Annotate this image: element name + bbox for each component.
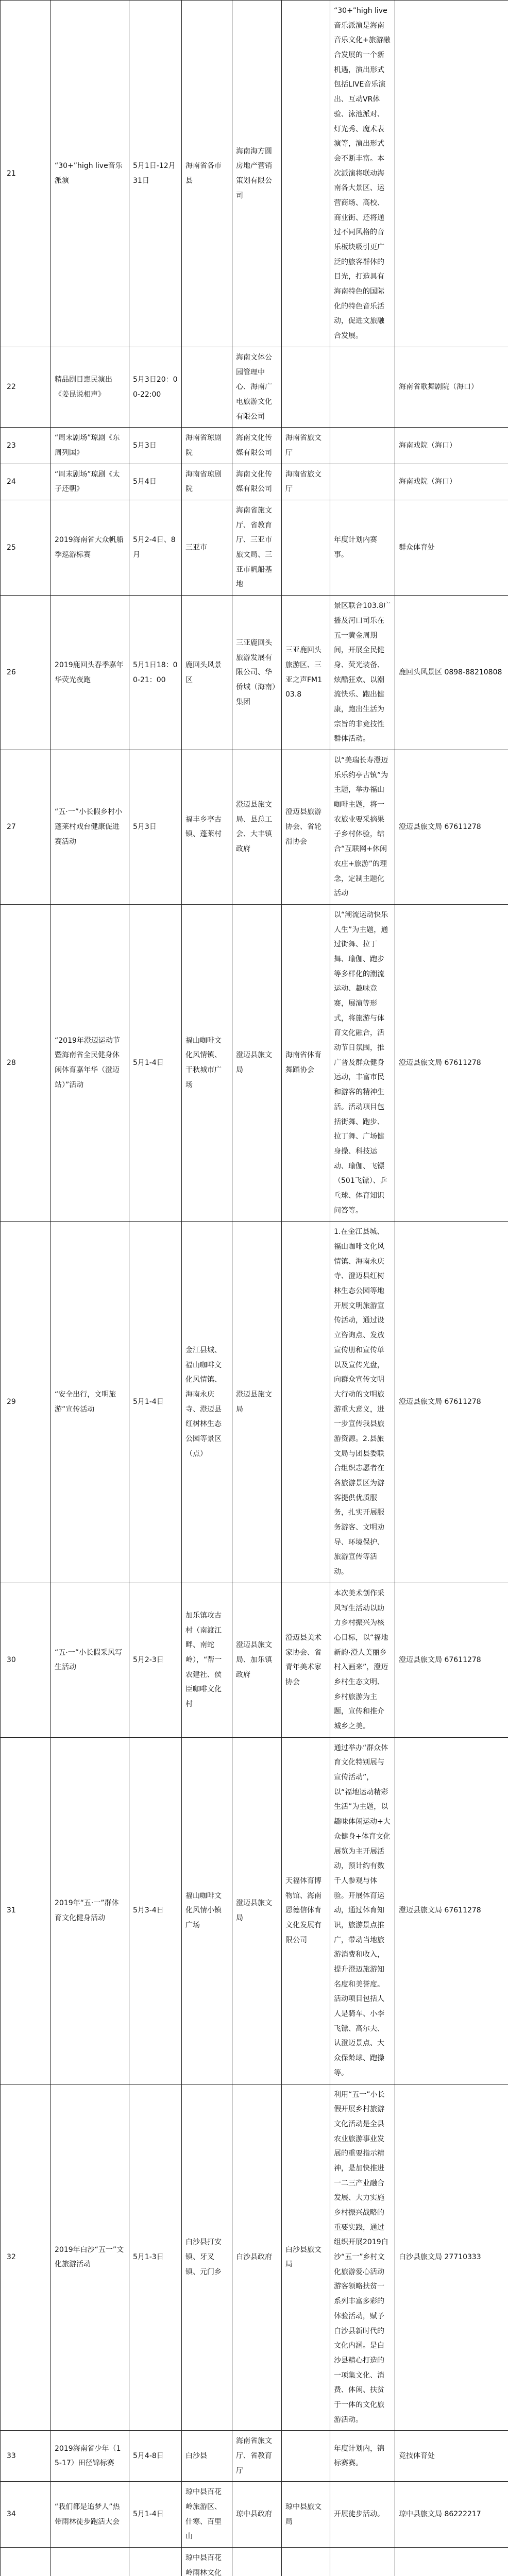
cell-org: 海南海方圆房地产营销策划有限公司 [232,1,282,347]
cell-org: 澄迈县旅文局 [232,904,282,1221]
cell-no: 30 [1,1583,51,1737]
cell-contact: 澄迈县旅文局 67611278 [395,904,508,1221]
cell-place [182,347,232,427]
cell-contact: 竞技体育处 [395,2431,508,2482]
cell-date: 5月3-4日 [129,1737,182,2084]
cell-date [129,2548,182,2576]
cell-no: 27 [1,750,51,905]
cell-support: 三亚鹿回头旅游区、三亚之声FM103.8 [282,596,330,750]
cell-no: 28 [1,904,51,1221]
table-row [1,1222,508,1583]
cell-org: 海南省旅文厅、省教育厅、三亚市旅文局、三亚市帆船基地 [232,500,282,596]
cell-no: 26 [1,596,51,750]
cell-support [282,347,330,427]
cell-date: 5月2-4日、8月 [129,500,182,596]
cell-org: 海南文体公园管理中心、海南广电旅游文化有限公司 [232,347,282,427]
cell-place: 海南省琼剧院 [182,428,232,464]
cell-contact: 澄迈县旅文局 67611278 [395,1222,508,1583]
cell-content [330,347,395,427]
cell-place: 金江县城、福山咖啡文化风情镇、海南永庆寺、澄迈县红树林生态公园等景区（点） [182,1222,232,1583]
cell-no: 21 [1,1,51,347]
cell-content: 本次美术创作采风写生活动以助力乡村振兴为核心目标，以“福地新韵·澄人美丽乡村入画来”，澄迈乡村生态文明、乡村旅游为主题，宣传和推介城乡之美。 [330,1583,395,1737]
cell-date: 5月1-4日 [129,2482,182,2548]
cell-date: 5月3日 [129,428,182,464]
cell-org: 海南文化传媒有限公司 [232,428,282,464]
cell-place: 三亚市 [182,500,232,596]
cell-name: 2019海南省大众帆船季巡游标赛 [51,500,129,596]
table-row [1,904,508,1221]
cell-no: 32 [1,2084,51,2431]
cell-content: 1.在金江县城、福山咖啡文化风情镇、海南永庆寺、澄迈县红树林生态公园等地开展文明旅游宣传活动，通过设立咨询点、发放宣传册和宣传单以及宣传光盘，向群众宣传文明大行动的文明旅游重大意义，进一步宣传我县旅游资源。2.县旅文局与团县委联合组织志愿者在各旅游景区为游客提供优质服务，扎实开展服务游客、文明劝导、环境保护、旅游宣传等活动。 [330,1222,395,1583]
cell-place: 福山咖啡文化风情小镇广场 [182,1737,232,2084]
cell-content: 以“美瑞长寿澄迈乐乐约亭古镇”为主题，举办福山咖啡主题，将一农旅业要采摘果子乡村体验，结合“互联网+休闲农庄+旅游”的理念，定制主题化活动 [330,750,395,905]
cell-place: 加乐镇攻古村（南渡江畔、南蛇岭），“帮一农建社、侯臣咖啡文化村 [182,1583,232,1737]
cell-name: 2019海南省少年（15-17）田径锦标赛 [51,2431,129,2482]
cell-org: 白沙县政府 [232,2084,282,2431]
cell-name: 2019鹿回头春季嘉年华荧光夜跑 [51,596,129,750]
cell-support: 琼中县旅文局 [282,2482,330,2548]
cell-support [282,2548,330,2576]
cell-org: 澄迈县旅文局 [232,1222,282,1583]
cell-support: 海南省旅文厅 [282,428,330,464]
cell-place: 鹿回头风景区 [182,596,232,750]
cell-org: 三亚鹿回头旅游发展有限公司、华侨城（海南）集团 [232,596,282,750]
cell-date: 5月4-8日 [129,2431,182,2482]
cell-support [282,1222,330,1583]
cell-place: 白沙县打安镇、牙叉镇、元门乡 [182,2084,232,2431]
cell-org: 海南文化传媒有限公司 [232,464,282,500]
cell-name: “五·一”小长假采风写生活动 [51,1583,129,1737]
table-row [1,500,508,596]
cell-support [282,500,330,596]
cell-content: “30+”high live音乐派演是海南音乐文化+旅游融合发展的一个新机遇，演出形式包括LIVE音乐演出、互动VR体验、泳池派对、灯光秀、魔术表演等，演出形式会不断丰富。本次派演将联动海南各大景区、运营商场、高校、商业街、还将通过不同风格的音乐板块吸引更广泛的旅客群体的目光，打造具有海南特色的国际化的特色音乐活动，促进文旅融合发展。 [330,1,395,347]
cell-date: 5月1日18：00-21：00 [129,596,182,750]
cell-contact: 海南省歌舞剧院（海口） [395,347,508,427]
cell-name: 精品剧目惠民演出《姜昆说相声》 [51,347,129,427]
cell-date: 5月1-3日 [129,2084,182,2431]
table-row [1,2482,508,2548]
cell-content: 年度计划内，锦标赛赛。 [330,2431,395,2482]
cell-org: 海南省旅文厅、省教育厅 [232,2431,282,2482]
cell-name: “2019年澄迈运动节暨海南省全民健身休闲体育嘉年华（澄迈站）”活动 [51,904,129,1221]
table-row [1,2431,508,2482]
cell-name: 2019年白沙“五一”文化旅游活动 [51,2084,129,2431]
cell-contact: 群众体育处 [395,500,508,596]
cell-name: 2019年“五·一”群体育文化健身活动 [51,1737,129,2084]
cell-org: 澄迈县旅文局、加乐镇政府 [232,1583,282,1737]
cell-org: 琼中县政府 [232,2482,282,2548]
cell-date: 5月2-3日 [129,1583,182,1737]
cell-no: 22 [1,347,51,427]
cell-contact: 海南戏院（海口） [395,464,508,500]
cell-contact: 鹿回头风景区 0898-88210808 [395,596,508,750]
cell-date: 5月1日-12月31日 [129,1,182,347]
cell-support: 澄迈县旅游协会、省轮滑协会 [282,750,330,905]
cell-name: “30+”high live音乐派演 [51,1,129,347]
cell-content: 利用“五一”小长假开展乡村旅游文化活动是全县农业旅游事业发展的重要指示精神，是加快推进一二三产业融合发展、大力实施乡村振兴战略的重要实践，通过组织开展2019白沙“五一”乡村文化旅游爱心活动游客领略扶贫一系列丰富多彩的体验活动，赋予白沙县新时代的文化内涵。是白沙县精心打造的一项集文化、消费、体闲、扶贫于一体的文化旅游活动。 [330,2084,395,2431]
cell-place: 琼中县百花岭雨林文化 [182,2548,232,2576]
cell-no: 29 [1,1222,51,1583]
table-row [1,2548,508,2576]
cell-contact: 澄迈县旅文局 67611278 [395,750,508,905]
cell-name [51,2548,129,2576]
cell-date: 5月1-4日 [129,904,182,1221]
cell-support: 海南省体育舞蹈协会 [282,904,330,1221]
table-row [1,347,508,427]
cell-support [282,2431,330,2482]
table-row [1,1583,508,1737]
cell-place: 福丰乡亭古镇、蓬莱村 [182,750,232,905]
cell-contact: 白沙县旅文局 27710333 [395,2084,508,2431]
table-row [1,1,508,347]
cell-place: 白沙县 [182,2431,232,2482]
cell-place: 琼中县百花岭旅游区、什寒、百里山 [182,2482,232,2548]
cell-name: “安全出行，文明旅游”宣传活动 [51,1222,129,1583]
table-row [1,2084,508,2431]
cell-no: 23 [1,428,51,464]
cell-date: 5月4日 [129,464,182,500]
cell-place: 福山咖啡文化风情镇、干秋城市广场 [182,904,232,1221]
cell-contact: 琼中县旅文局 86222217 [395,2482,508,2548]
cell-contact: 澄迈县旅文局 67611278 [395,1737,508,2084]
cell-contact: 澄迈县旅文局 67611278 [395,1583,508,1737]
cell-org [232,2548,282,2576]
cell-place: 海南省琼剧院 [182,464,232,500]
cell-place: 海南省各市县 [182,1,232,347]
cell-support [282,1,330,347]
cell-contact: 海南戏院（海口） [395,428,508,464]
cell-support: 澄迈县美术家协会、省青年美术家协会 [282,1583,330,1737]
cell-name: “五·一”小长假乡村小蓬莱村戏台健康促进赛活动 [51,750,129,905]
cell-support: 海南省旅文厅 [282,464,330,500]
cell-name: “周末剧场”琼剧《太子还朝》 [51,464,129,500]
cell-date: 5月3日 [129,750,182,905]
table-row [1,428,508,464]
cell-no: 25 [1,500,51,596]
cell-support: 白沙县旅文局 [282,2084,330,2431]
cell-no: 34 [1,2482,51,2548]
cell-org: 澄迈县旅文局、县总工会、大丰镇政府 [232,750,282,905]
events-table-body [1,1,508,2576]
cell-name: “我们都是追梦人”热带雨林徒步跑活大会 [51,2482,129,2548]
table-row [1,1737,508,2084]
cell-content [330,2548,395,2576]
cell-org: 澄迈县旅文局 [232,1737,282,2084]
table-row [1,596,508,750]
cell-content [330,464,395,500]
cell-support: 天福体育博物馆、海南恩德信体育文化发展有限公司 [282,1737,330,2084]
cell-content: 年度计划内赛事。 [330,500,395,596]
cell-name: “周末剧场”琼剧《东周列国》 [51,428,129,464]
table-row [1,464,508,500]
cell-no [1,2548,51,2576]
cell-content [330,428,395,464]
cell-content: 景区联合103.8广播及河口司乐在五一黄金周期间，开展全民健身、荧光装备、炫酷狂欢、以潮流快乐、跑出健康，跑出生活为宗旨的非竞技性群体活动。 [330,596,395,750]
table-row [1,750,508,905]
cell-content: 以“潮流运动快乐人生”为主题，通过街舞、拉丁舞、瑜伽、跑步等多样化的潮流运动、趣味竞赛，展演等形式，将旅游与体育文化融合，活动节日氛围，推广普及群众健身运动，丰富市民和游客的精神生活。活动项目包括街舞、跑步、拉丁舞、广场健身操、科技运动、瑜伽、飞镖（501飞镖）、乒乓球、体育知识问答等。 [330,904,395,1221]
cell-contact [395,1,508,347]
cell-content: 开展徒步活动。 [330,2482,395,2548]
cell-date: 5月1-4日 [129,1222,182,1583]
cell-contact [395,2548,508,2576]
cell-no: 31 [1,1737,51,2084]
cell-date: 5月3日20：00-22:00 [129,347,182,427]
cell-no: 33 [1,2431,51,2482]
cell-content: 通过举办“群众体育文化特别展与宣传活动”，以“福地运动精彩生活”为主题，以趣味体闲运动+大众健身+体育文化展览为主开展活动，预计约有数千人参观与体验。开展体育运动，通过体育知识，旅游景点推广，带动当地旅游消费和收入，提升澄迈旅游知名度和美誉度。活动项目包括人人是骑车、小李飞镖、高尔夫、认澄迈景点、大众保龄球、跑操等。 [330,1737,395,2084]
cell-no: 24 [1,464,51,500]
